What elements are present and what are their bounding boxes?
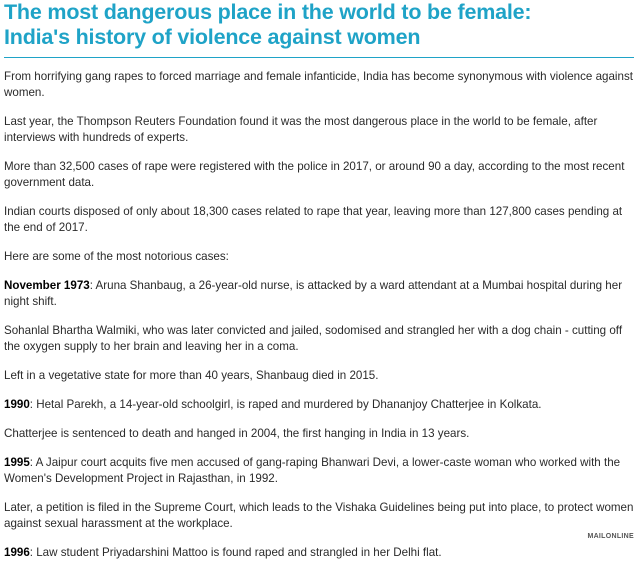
article-headline: [4, 0, 634, 50]
headline-line-1: The most dangerous place in the world to be female:: [4, 0, 532, 24]
paragraph-text: Indian courts disposed of only about 18,300 cases related to rape that year, leaving more than 127,800 cases pending at the end of 2017.: [4, 205, 623, 234]
paragraph-text: Last year, the Thompson Reuters Foundation found it was the most dangerous place in the world to be female, after interviews with hundreds of experts.: [4, 115, 598, 144]
paragraph-text: : Law student Priyadarshini Mattoo is found raped and strangled in her Delhi flat.: [29, 546, 442, 559]
paragraph: [4, 278, 634, 310]
paragraph-text: Here are some of the most notorious cases:: [4, 250, 229, 263]
paragraph: [4, 69, 634, 101]
paragraph-text: Left in a vegetative state for more than 40 years, Shanbaug died in 2015.: [4, 369, 379, 382]
paragraph: [4, 397, 634, 413]
paragraph: [4, 204, 634, 236]
paragraph-text: Chatterjee is sentenced to death and hanged in 2004, the first hanging in India in 13 years.: [4, 427, 470, 440]
paragraph: [4, 545, 634, 561]
paragraph: [4, 500, 634, 532]
paragraph-text: : A Jaipur court acquits five men accused of gang-raping Bhanwari Devi, a lower-caste woman who worked with the Women's Development Project in Rajasthan, in 1992.: [4, 456, 621, 485]
paragraph: [4, 159, 634, 191]
headline-line-2: India's history of violence against women: [4, 25, 421, 49]
paragraph-text: Sohanlal Bhartha Walmiki, who was later convicted and jailed, sodomised and strangled her with a dog chain - cutting off the oxygen supply to her brain and leaving her in a coma.: [4, 324, 623, 353]
paragraph: [4, 323, 634, 355]
source-credit: MAILONLINE: [587, 533, 634, 540]
paragraph-text: : Hetal Parekh, a 14-year-old schoolgirl, is raped and murdered by Dhananjoy Chatterjee in Kolkata.: [29, 398, 542, 411]
paragraph: [4, 114, 634, 146]
paragraph: [4, 368, 634, 384]
paragraph-date: 1990: [4, 398, 30, 411]
paragraph-text: Later, a petition is filed in the Supreme Court, which leads to the Vishaka Guidelines being put into place, to protect women against sexual harassment at the workplace.: [4, 501, 634, 530]
paragraph: [4, 426, 634, 442]
headline-divider: [4, 57, 634, 58]
paragraph: [4, 249, 634, 265]
paragraph-text: From horrifying gang rapes to forced marriage and female infanticide, India has become synonymous with violence against women.: [4, 70, 633, 99]
paragraph-date: 1996: [4, 546, 30, 559]
paragraph-date: 1995: [4, 456, 30, 469]
paragraph: [4, 455, 634, 487]
paragraph-text: More than 32,500 cases of rape were registered with the police in 2017, or around 90 a day, according to the most recent government data.: [4, 160, 625, 189]
paragraph-text: : Aruna Shanbaug, a 26-year-old nurse, is attacked by a ward attendant at a Mumbai hospital during her night shift.: [4, 279, 623, 308]
paragraph-date: November 1973: [4, 279, 90, 292]
article-body: [4, 69, 634, 561]
